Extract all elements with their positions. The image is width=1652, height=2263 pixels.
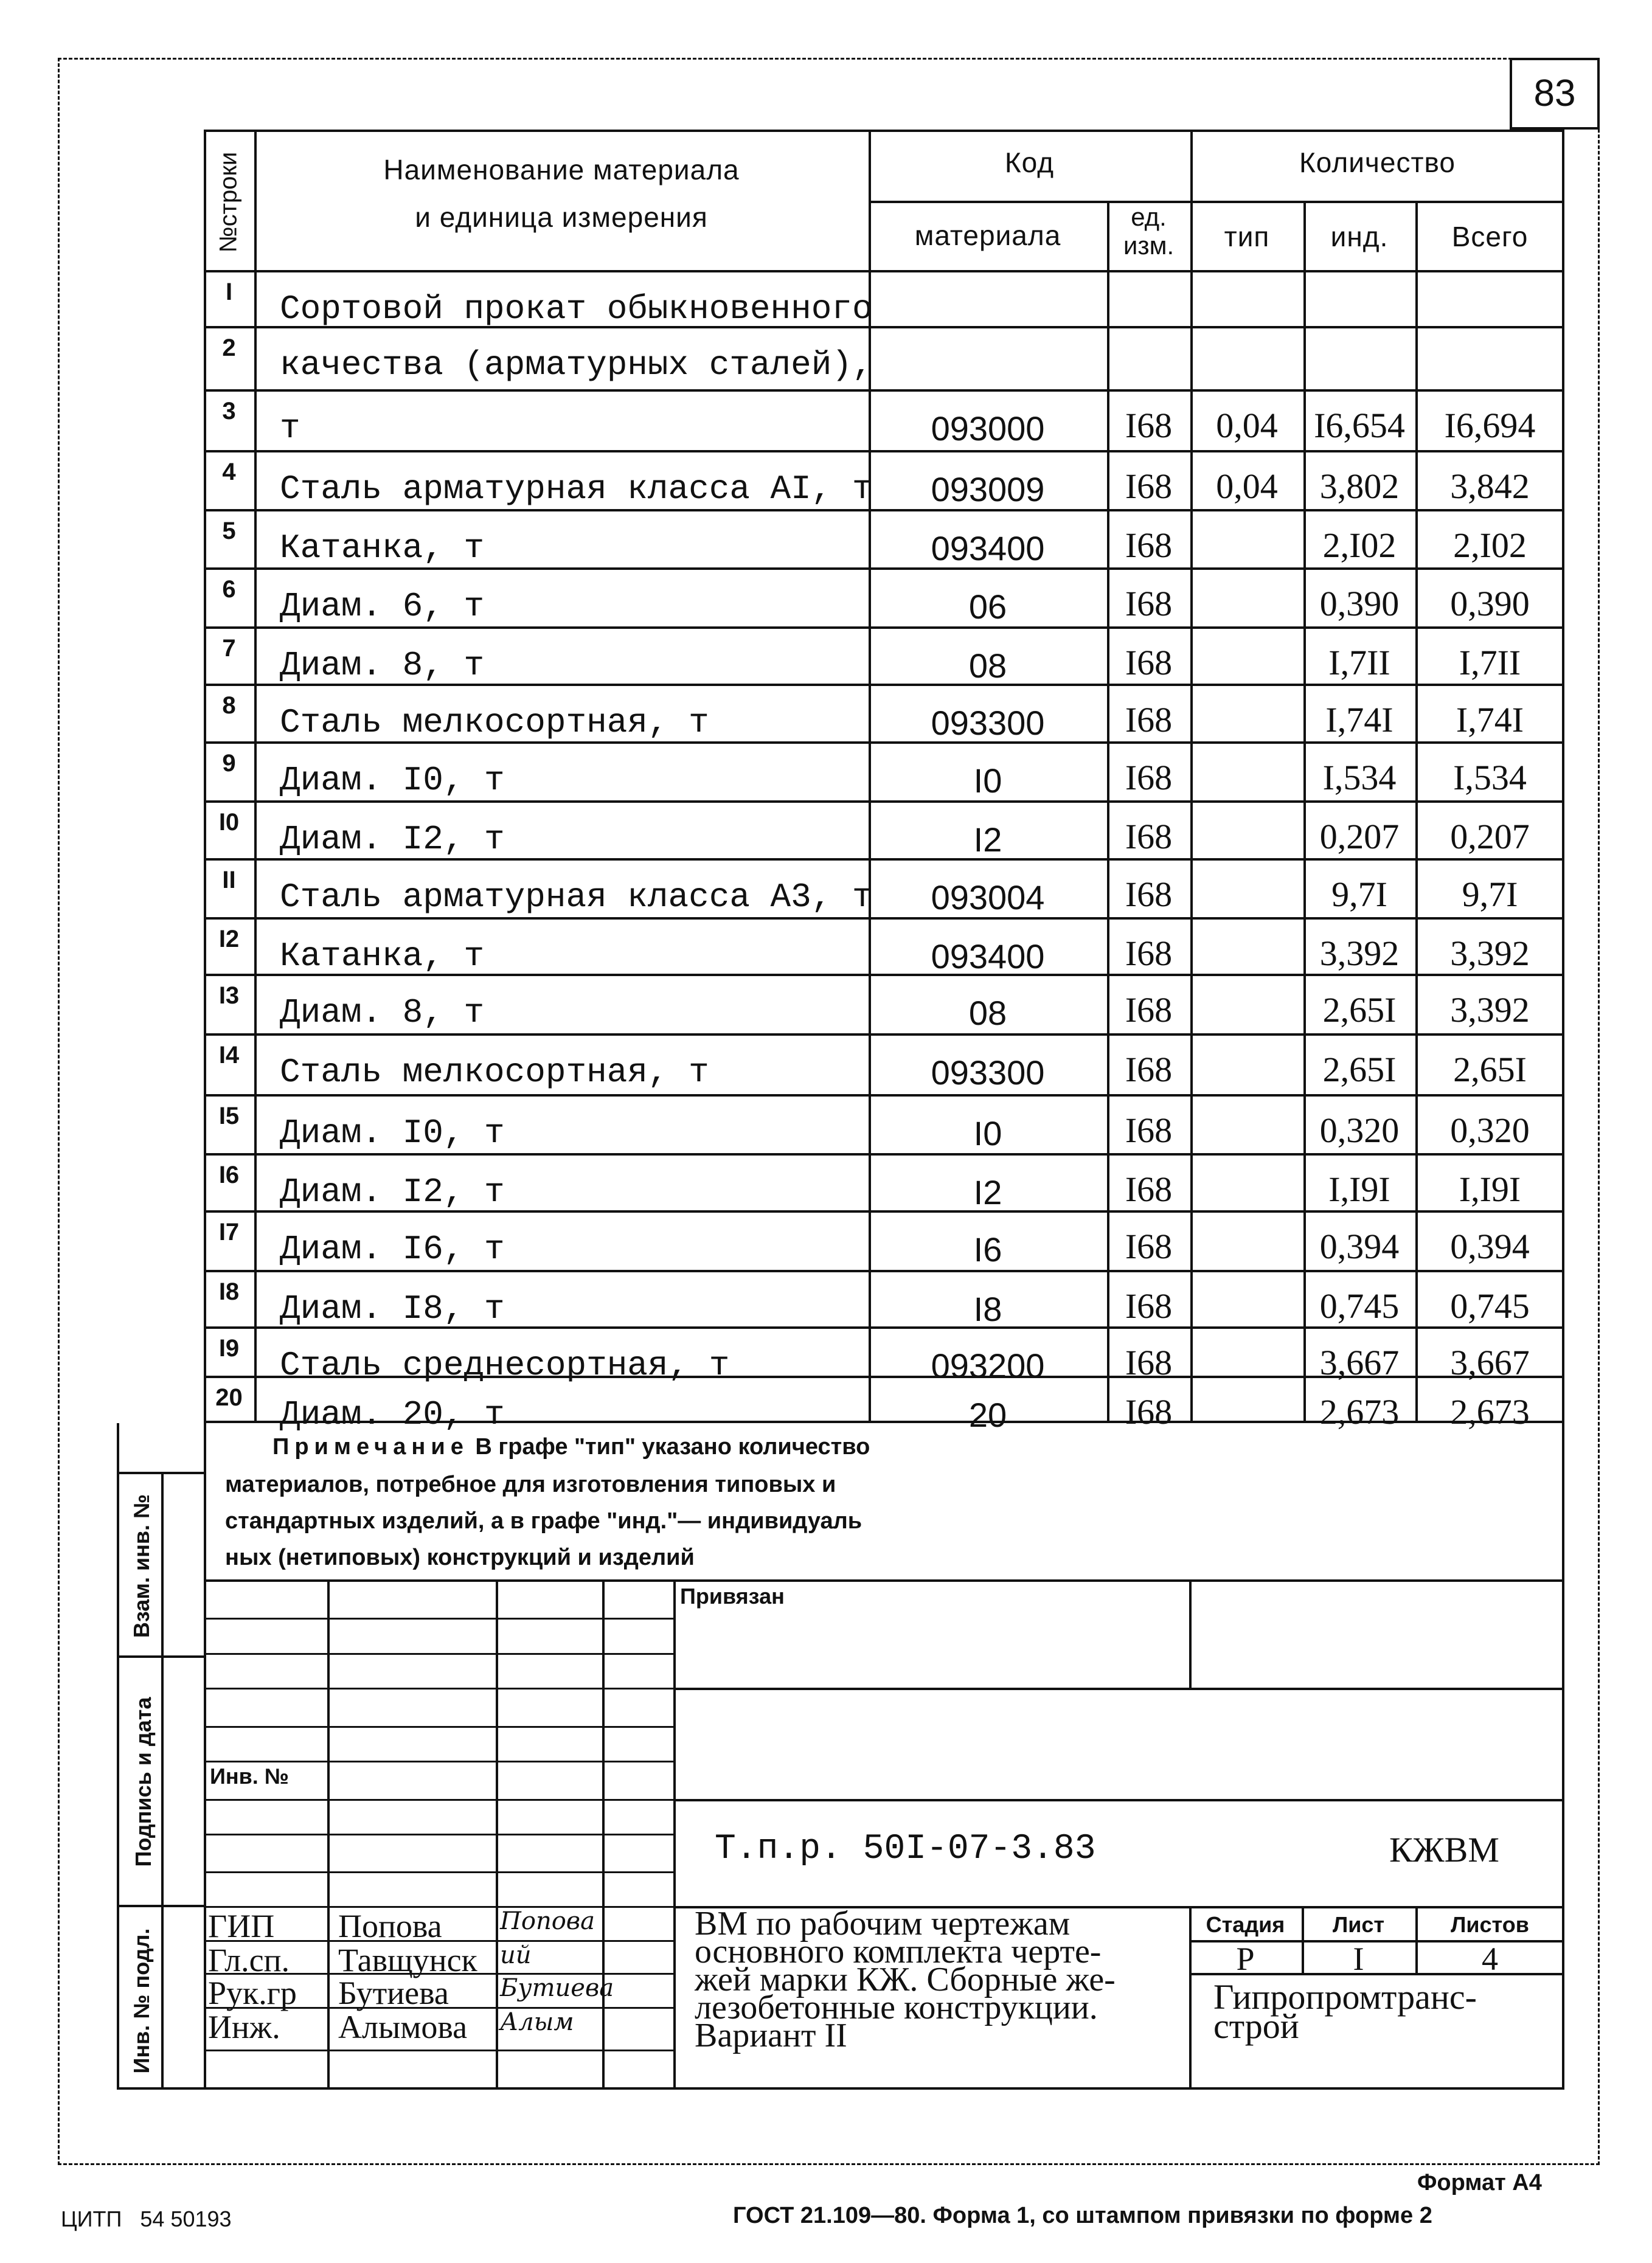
row-number: 8 <box>222 692 236 719</box>
qty-type: 0,04 <box>1216 466 1278 506</box>
stamp-left-edge <box>204 1423 206 2090</box>
doc-title <box>695 1905 1116 2054</box>
qty-total: I,I9I <box>1459 1170 1521 1209</box>
stamp-grid-hline <box>204 1618 673 1620</box>
qty-total: I,74I <box>1456 700 1524 740</box>
signature: Попова <box>500 1907 595 1935</box>
material-name: т <box>280 409 300 448</box>
unit-code: I68 <box>1125 875 1173 914</box>
unit-code: I68 <box>1125 700 1173 740</box>
sheets-value: 4 <box>1482 1941 1498 1977</box>
sheets-label: Листов <box>1451 1912 1529 1937</box>
person-name: Тавщунск <box>338 1942 477 1978</box>
table-row <box>204 567 1564 626</box>
qty-ind: 2,673 <box>1319 1392 1400 1432</box>
signature: Бутиева <box>500 1974 614 2002</box>
row-number-header: №строки <box>215 151 242 253</box>
qty-group-header: Количество <box>1299 147 1456 178</box>
footer-gost: ГОСТ 21.109—80. Форма 1, со штампом привязки по форме 2 <box>733 2203 1432 2228</box>
qty-ind: I,I9I <box>1328 1170 1390 1209</box>
material-code: I8 <box>973 1290 1002 1328</box>
organization-line-1: Гипропромтранс- <box>1213 1977 1477 2017</box>
doc-title-line-4: лезобетонные конструкции. <box>695 1989 1098 2026</box>
stamp-grid-hline <box>204 1871 673 1873</box>
doc-title-line-5: Вариант II <box>695 2017 847 2054</box>
role-label: Рук.гр <box>208 1975 297 2011</box>
qty-ind: I,534 <box>1322 758 1397 797</box>
qty-total: 3,667 <box>1450 1343 1530 1382</box>
unit-code: I68 <box>1125 990 1173 1030</box>
material-code: 06 <box>968 587 1007 626</box>
unit-code: I68 <box>1125 525 1173 565</box>
material-name: Сталь арматурная класса AI, т <box>280 470 873 508</box>
table-row <box>204 389 1564 450</box>
code-group-header: Код <box>1004 147 1055 178</box>
row-number: I4 <box>218 1042 240 1069</box>
qty-ind: 3,392 <box>1319 934 1400 973</box>
material-code: I0 <box>973 761 1002 800</box>
material-name: Катанка, т <box>280 937 485 976</box>
qty-total: 0,394 <box>1450 1227 1530 1266</box>
row-number: I8 <box>218 1278 240 1305</box>
note-bottom-line <box>204 1579 1564 1582</box>
material-name: Сталь арматурная класса A3, т <box>280 878 873 917</box>
material-name: качества (арматурных сталей), <box>280 345 873 384</box>
table-row <box>204 270 1564 326</box>
stage-value: Р <box>1236 1941 1255 1977</box>
unit-code: I68 <box>1125 758 1173 797</box>
sheet-value: I <box>1353 1941 1364 1977</box>
table-row <box>204 974 1564 1033</box>
material-name: Сталь мелкосортная, т <box>280 1053 709 1092</box>
material-name: Диам. 8, т <box>280 646 485 685</box>
stamp-grid-hline <box>204 1688 673 1689</box>
material-code: 093300 <box>931 704 1045 742</box>
material-name: Диам. I2, т <box>280 1173 505 1211</box>
table-row <box>204 326 1564 389</box>
header-mid-line <box>869 201 1564 203</box>
material-name: Диам. I2, т <box>280 820 505 859</box>
qty-type-header: тип <box>1224 221 1270 252</box>
table-row <box>204 1326 1564 1385</box>
stage-label: Стадия <box>1206 1912 1285 1937</box>
table-row <box>204 626 1564 684</box>
stamp-grid-v4 <box>673 1579 676 2090</box>
drawing-mark: КЖВМ <box>1389 1830 1499 1870</box>
table-row <box>204 1376 1564 1434</box>
note-line-4: ных (нетиповых) конструкций и изделий <box>225 1545 695 1570</box>
signature: ий <box>500 1941 532 1969</box>
side-column-right <box>161 1472 164 2090</box>
qty-ind-header: инд. <box>1330 221 1389 252</box>
footer-left: ЦИТП 54 50193 <box>61 2206 232 2231</box>
person-name: Бутиева <box>338 1975 449 2011</box>
table-row <box>204 741 1564 800</box>
table-row <box>204 684 1564 741</box>
unit-code: I68 <box>1125 1392 1173 1432</box>
side-separator-1 <box>117 1655 204 1658</box>
stamp-grid-hline <box>204 1834 673 1835</box>
inv-no-label: Инв. № <box>210 1764 289 1789</box>
material-code: I2 <box>973 1173 1002 1211</box>
qty-total: 3,392 <box>1450 990 1530 1030</box>
name-header-line2: и единица измерения <box>415 201 708 233</box>
row-number: 5 <box>222 518 236 544</box>
code-material-header: материала <box>914 220 1061 251</box>
table-row <box>204 917 1564 974</box>
qty-ind: I6,654 <box>1314 406 1405 445</box>
material-name: Диам. 20, т <box>280 1395 505 1434</box>
doc-title-line-2: основного комплекта черте- <box>695 1933 1102 1970</box>
material-name: Сортовой прокат обыкновенного <box>280 289 873 328</box>
qty-ind: 2,65I <box>1322 1050 1397 1089</box>
qty-total: I6,694 <box>1444 406 1536 445</box>
table-row <box>204 450 1564 509</box>
sheet-label: Лист <box>1332 1912 1385 1937</box>
material-name: Сталь среднесортная, т <box>280 1346 730 1385</box>
row-number: I5 <box>218 1103 240 1129</box>
qty-ind: I,7II <box>1328 643 1390 682</box>
unit-code: I68 <box>1125 466 1173 506</box>
unit-code: I68 <box>1125 584 1173 623</box>
row-number: 7 <box>222 635 236 662</box>
qty-ind: I,74I <box>1325 700 1393 740</box>
unit-code: I68 <box>1125 1111 1173 1150</box>
unit-code: I68 <box>1125 643 1173 682</box>
name-header-line1: Наименование материала <box>383 154 740 185</box>
note-line-3: стандартных изделий, а в графе "инд."— индивидуаль <box>225 1508 862 1534</box>
unit-code: I68 <box>1125 1286 1173 1326</box>
side-column-top <box>117 1472 204 1474</box>
row-number: I7 <box>218 1219 240 1246</box>
note-text-1: В графе "тип" указано количество <box>475 1434 870 1460</box>
format-label: Формат А4 <box>1417 2170 1542 2195</box>
row-number: I0 <box>218 809 240 836</box>
qty-ind: 3,802 <box>1319 466 1400 506</box>
organization-line-2: строй <box>1213 2006 1299 2046</box>
material-code: I0 <box>973 1114 1002 1152</box>
material-code: 093000 <box>931 409 1045 448</box>
privyazan-label: Привязан <box>680 1584 785 1609</box>
material-code: 093300 <box>931 1053 1045 1092</box>
row-number: 2 <box>222 334 236 361</box>
table-row <box>204 1033 1564 1094</box>
role-label: Гл.сп. <box>208 1942 290 1978</box>
row-number: I6 <box>218 1162 240 1188</box>
sheet-number: 83 <box>1533 72 1576 114</box>
unit-code: I68 <box>1125 817 1173 856</box>
qty-ind: 3,667 <box>1319 1343 1400 1382</box>
qty-type: 0,04 <box>1216 406 1278 445</box>
note-label: Примечание <box>272 1434 469 1460</box>
table-row <box>204 800 1564 858</box>
role-label: ГИП <box>208 1908 275 1944</box>
unit-code: I68 <box>1125 1050 1173 1089</box>
stamp-grid-hline <box>204 1761 673 1762</box>
material-code: I6 <box>973 1230 1002 1269</box>
vzam-inv-label: Взам. инв. № <box>129 1494 154 1638</box>
row-number: I3 <box>218 982 240 1009</box>
table-row <box>204 858 1564 917</box>
qty-total: 3,842 <box>1450 466 1530 506</box>
row-number: 4 <box>222 459 236 485</box>
row-number: I2 <box>218 926 240 952</box>
material-name: Катанка, т <box>280 528 485 567</box>
material-code: 08 <box>968 994 1007 1032</box>
stamp-grid-hline <box>204 1726 673 1728</box>
material-code: 20 <box>968 1396 1007 1434</box>
material-name: Диам. I0, т <box>280 761 505 800</box>
person-name: Алымова <box>338 2009 468 2045</box>
doc-code: Т.п.р. 50I-07-3.83 <box>715 1829 1096 1869</box>
qty-total: 0,320 <box>1450 1111 1530 1150</box>
row-number: I9 <box>218 1335 240 1362</box>
unit-code: I68 <box>1125 406 1173 445</box>
note-line-2: материалов, потребное для изготовления типовых и <box>225 1472 836 1497</box>
inv-podl-label: Инв. № подл. <box>129 1928 154 2074</box>
row-number: 6 <box>222 576 236 603</box>
person-name: Попова <box>338 1908 442 1944</box>
qty-ind: 9,7I <box>1331 875 1387 914</box>
material-name: Диам. I6, т <box>280 1230 505 1269</box>
signature: Алым <box>500 2008 574 2036</box>
qty-total: 0,390 <box>1450 584 1530 623</box>
qty-total: 3,392 <box>1450 934 1530 973</box>
unit-code: I68 <box>1125 1170 1173 1209</box>
qty-total: 0,207 <box>1450 817 1530 856</box>
material-name: Диам. 8, т <box>280 993 485 1032</box>
organization <box>1213 1977 1477 2046</box>
row-number: 9 <box>222 750 236 777</box>
code-unit-header-2: изм. <box>1123 231 1175 260</box>
qty-total: I,7II <box>1459 643 1521 682</box>
row-number: II <box>222 867 236 893</box>
code-unit-header-1: ед. <box>1131 203 1167 231</box>
role-label: Инж. <box>208 2009 280 2045</box>
doc-code-top <box>673 1799 1564 1801</box>
table-row <box>204 509 1564 567</box>
material-code: I2 <box>973 820 1002 859</box>
unit-code: I68 <box>1125 934 1173 973</box>
podpis-data-label: Подпись и дата <box>131 1697 156 1867</box>
qty-total: I,534 <box>1453 758 1527 797</box>
row-number: I <box>225 279 233 305</box>
material-code: 093009 <box>931 470 1045 508</box>
qty-total: 2,673 <box>1450 1392 1530 1432</box>
material-name: Диам. I8, т <box>280 1289 505 1328</box>
material-code: 093200 <box>931 1346 1045 1385</box>
qty-total: 2,65I <box>1453 1050 1527 1089</box>
qty-total: 0,745 <box>1450 1286 1530 1326</box>
stamp-grid-hline <box>204 1799 673 1801</box>
table-row <box>204 1094 1564 1153</box>
row-number: 20 <box>215 1384 243 1411</box>
stamp-grid-hline <box>204 1653 673 1655</box>
row-number: 3 <box>222 398 236 425</box>
qty-ind: 2,I02 <box>1322 525 1397 565</box>
unit-code: I68 <box>1125 1343 1173 1382</box>
table-row <box>204 1153 1564 1210</box>
material-name: Диам. I0, т <box>280 1114 505 1152</box>
material-code: 08 <box>968 646 1007 685</box>
unit-code: I68 <box>1125 1227 1173 1266</box>
stamp-grid-hline <box>204 2050 673 2051</box>
privyazan-divider <box>1189 1579 1192 1688</box>
material-name: Сталь мелкосортная, т <box>280 703 709 742</box>
qty-ind: 0,207 <box>1319 817 1400 856</box>
side-separator-2 <box>117 1905 204 1907</box>
material-name: Диам. 6, т <box>280 587 485 626</box>
material-code: 093004 <box>931 878 1045 917</box>
qty-ind: 0,390 <box>1319 584 1400 623</box>
qty-total: 9,7I <box>1462 875 1518 914</box>
qty-total: 2,I02 <box>1453 525 1527 565</box>
privyazan-bottom <box>673 1688 1564 1690</box>
qty-ind: 2,65I <box>1322 990 1397 1030</box>
qty-ind: 0,394 <box>1319 1227 1400 1266</box>
table-row <box>204 1210 1564 1270</box>
qty-ind: 0,320 <box>1319 1111 1400 1150</box>
doc-title-line-3: жей марки КЖ. Сборные же- <box>695 1961 1116 1998</box>
table-row <box>204 1270 1564 1326</box>
qty-ind: 0,745 <box>1319 1286 1400 1326</box>
qty-total-header: Всего <box>1451 221 1529 252</box>
material-code: 093400 <box>931 937 1045 976</box>
material-code: 093400 <box>931 529 1045 567</box>
doc-title-line-1: ВМ по рабочим чертежам <box>695 1905 1071 1942</box>
